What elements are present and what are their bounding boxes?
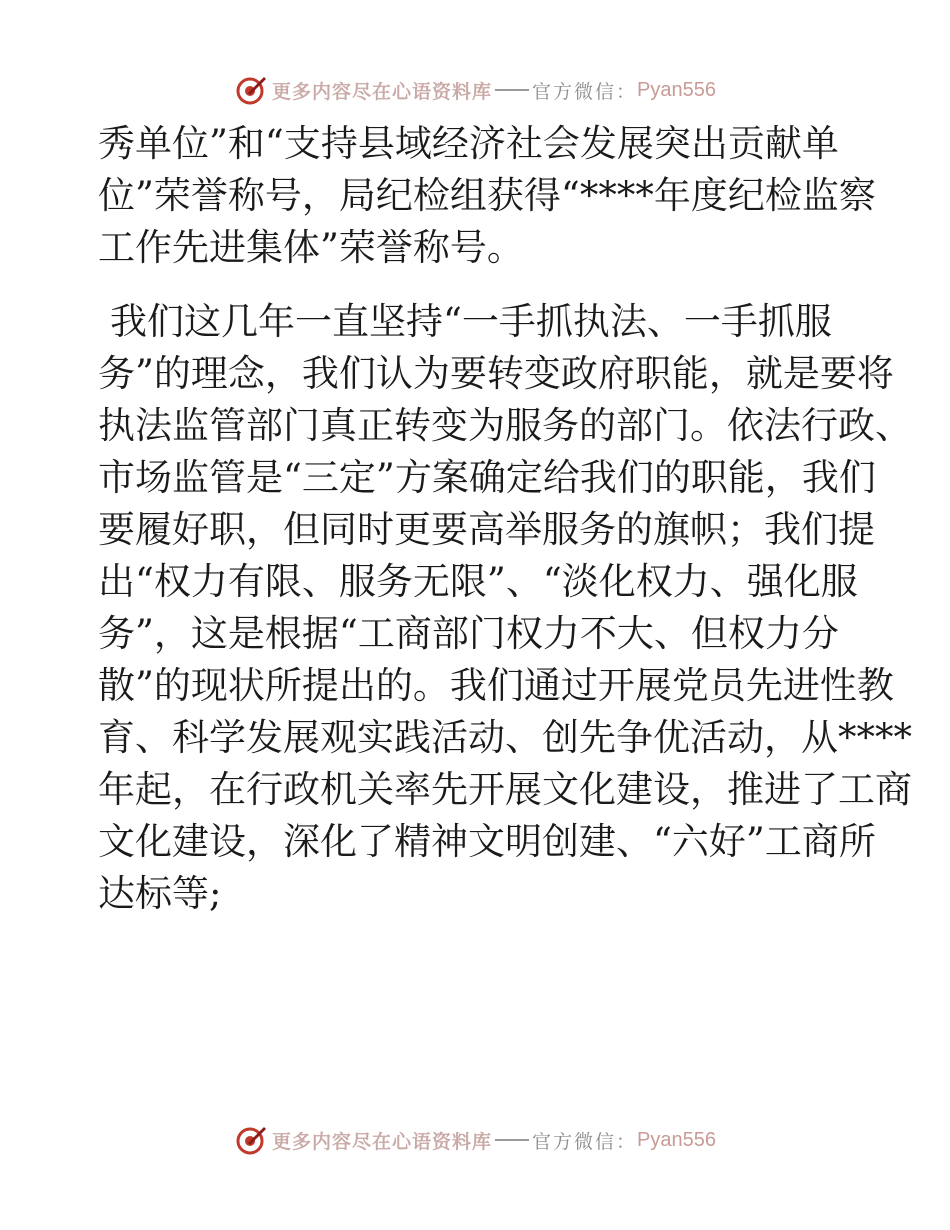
text-line: 散”的现状所提出的。我们通过开展党员先进性教 bbox=[98, 664, 894, 707]
footer-brand-text: 更多内容尽在心语资料库 bbox=[272, 1130, 493, 1153]
paragraph-2 bbox=[98, 296, 912, 920]
text-line: 务”的理念，我们认为要转变政府职能，就是要将 bbox=[98, 352, 894, 395]
text-line: 出“权力有限、服务无限”、“淡化权力、强化服 bbox=[98, 560, 858, 603]
text-line: 位”荣誉称号，局纪检组获得“****年度纪检监察 bbox=[98, 174, 876, 217]
paragraph-1 bbox=[98, 118, 876, 274]
header-wechat-label: 官方微信： bbox=[532, 80, 638, 103]
footer-banner bbox=[0, 1120, 950, 1160]
header-dash-divider bbox=[495, 89, 529, 91]
text-line: 我们这几年一直坚持“一手抓执法、一手抓服 bbox=[110, 300, 832, 343]
document-body bbox=[98, 118, 912, 920]
text-line: 工作先进集体”荣誉称号。 bbox=[98, 226, 524, 269]
text-line: 执法监管部门真正转变为服务的部门。依法行政、 bbox=[98, 404, 912, 447]
text-line: 秀单位”和“支持县域经济社会发展突出贡献单 bbox=[98, 122, 839, 165]
text-line: 文化建设，深化了精神文明创建、“六好”工商所 bbox=[98, 820, 876, 863]
text-line: 育、科学发展观实践活动、创先争优活动，从**** bbox=[98, 716, 912, 759]
text-line: 要履好职，但同时更要高举服务的旗帜；我们提 bbox=[98, 508, 875, 551]
footer-dash-divider bbox=[495, 1139, 529, 1141]
header-brand-text: 更多内容尽在心语资料库 bbox=[272, 80, 493, 103]
text-line: 年起，在行政机关率先开展文化建设，推进了工商 bbox=[98, 768, 912, 811]
header-banner bbox=[0, 70, 950, 110]
text-line: 务”，这是根据“工商部门权力不大、但权力分 bbox=[98, 612, 839, 655]
paragraph-gap bbox=[98, 274, 858, 296]
footer-wechat-id: Pyan556 bbox=[637, 1128, 716, 1151]
footer-wechat-label: 官方微信： bbox=[532, 1130, 638, 1153]
pen-logo-icon bbox=[234, 1123, 268, 1157]
pen-logo-icon bbox=[234, 73, 268, 107]
header-wechat-id: Pyan556 bbox=[637, 78, 716, 101]
text-line: 市场监管是“三定”方案确定给我们的职能，我们 bbox=[98, 456, 876, 499]
text-line: 达标等; bbox=[98, 872, 222, 915]
